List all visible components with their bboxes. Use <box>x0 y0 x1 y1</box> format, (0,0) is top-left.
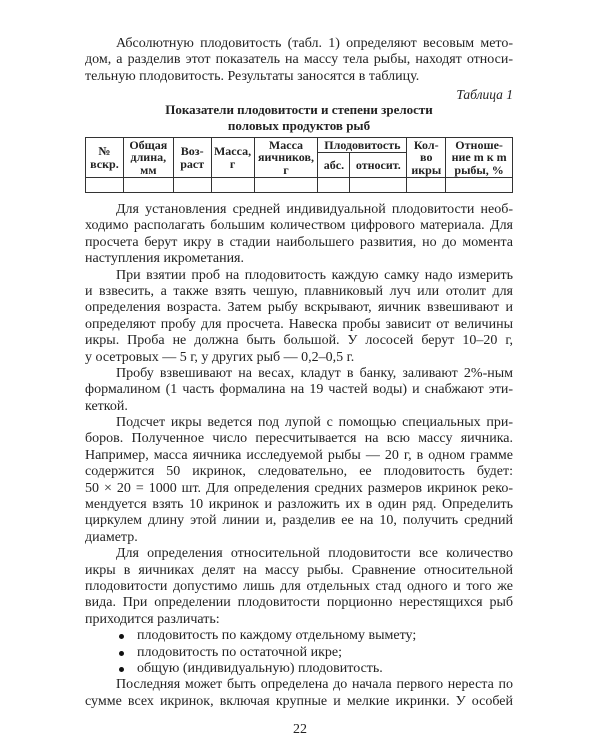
body-text <box>85 202 513 710</box>
text-line: ходимо располагать большим количеством цифрового материала. Для <box>85 218 513 234</box>
table-row <box>86 178 513 193</box>
bullet-icon <box>119 667 124 672</box>
header-mass: Масса, г <box>211 138 254 178</box>
text-line: просчета берут икру в стадии наибольшего развития, но до момента <box>85 234 513 250</box>
text-line: 50 × 20 = 1000 шт. Для определения средних размеров икринок реко- <box>85 480 513 496</box>
paragraph <box>85 415 513 546</box>
text-line: Для определения относительной плодовитости все количество <box>116 546 513 562</box>
text-line: кеткой. <box>85 398 128 414</box>
header-fecundity: Плодовитость <box>318 138 407 153</box>
text-line: Для установления средней индивидуальной плодовитости необ- <box>116 202 513 217</box>
text-line: у осетровых — 5 г, у других рыб — 0,2–0,5 г. <box>85 349 355 365</box>
table-cell <box>254 178 318 193</box>
list-item <box>85 645 513 661</box>
text-line: сумме всех икринок, включая крупные и мелкие икринки. У особей <box>85 693 513 709</box>
page-number: 22 <box>293 722 307 737</box>
text-line: приходится различать: <box>85 611 220 627</box>
text-line: боров. Полученное число пересчитывается на всю массу яичника. <box>85 431 513 447</box>
text-line: Последняя может быть определена до начала первого нереста по <box>116 677 513 693</box>
intro-paragraph <box>85 36 513 85</box>
bullet-icon <box>119 634 124 639</box>
table-cell <box>446 178 513 193</box>
header-ratio: Отноше- ние m к m рыбы, % <box>446 138 513 178</box>
bullet-list <box>85 628 513 677</box>
text-line: наступления икрометания. <box>85 251 244 267</box>
paragraph <box>85 268 513 366</box>
text-line: тельную плодовитость. Результаты заносятся в таблицу. <box>85 68 420 84</box>
text-line: дом, а разделив этот показатель на массу тела рыбы, находят относи- <box>85 52 513 68</box>
header-num: № вскр. <box>86 138 124 178</box>
list-item <box>85 661 513 677</box>
table-cell <box>350 178 407 193</box>
list-item-text: общую (индивидуальную) плодовитость. <box>137 660 383 676</box>
text-line: формалином (1 часть формалина на 19 частей воды) и снабжают эти- <box>85 382 513 398</box>
text-line: При взятии проб на плодовитость каждую самку надо измерить <box>116 267 513 283</box>
text-line: вида. При определении плодовитости порционно нерестящихся рыб <box>85 595 513 611</box>
text-line: Подсчет икры ведется под лупой с помощью специальных при- <box>116 415 513 431</box>
table-label: Таблица 1 <box>456 87 513 102</box>
table-cell <box>173 178 211 193</box>
list-item-text: плодовитость по каждому отдельному вымету; <box>137 628 417 644</box>
paragraph <box>85 202 513 268</box>
text-line: определения возраста. Затем рыбу вскрывают, яичник взвешивают и <box>85 300 513 316</box>
header-length: Общая длина, мм <box>123 138 173 178</box>
text-line: содержится 50 икринок, следовательно, ее плодовитость будет: <box>85 464 513 480</box>
bullet-icon <box>119 651 124 656</box>
text-line: Например, масса яичника исследуемой рыбы — 20 г, в одном грамме <box>85 447 513 463</box>
header-age: Воз- раст <box>173 138 211 178</box>
table-title: Показатели плодовитости и степени зрелости половых продуктов рыб <box>165 102 433 133</box>
text-line: определяют пробу для просчета. Навеска пробы зависит от величины <box>85 316 513 332</box>
text-line: мендуется взять 10 икринок и разложить их в один ряд. Определить <box>85 497 513 513</box>
list-item <box>85 628 513 644</box>
text-line: и взвесить, а также взять чешую, плавниковый луч или отолит для <box>85 283 513 299</box>
text-line: диаметр. <box>85 529 138 545</box>
text-line: икры. Проба не должна быть большой. У лососей берут 10–20 г, <box>85 333 513 349</box>
paragraph <box>85 677 513 710</box>
text-line: Пробу взвешивают на весах, кладут в банку, заливают 2%-ным <box>116 365 513 381</box>
table-cell <box>318 178 350 193</box>
table-cell <box>407 178 446 193</box>
header-abs: абс. <box>318 153 350 178</box>
table-cell <box>211 178 254 193</box>
table-cell <box>86 178 124 193</box>
list-item-text: плодовитость по остаточной икре; <box>137 644 342 660</box>
header-eggs: Кол- во икры <box>407 138 446 178</box>
text-line: циркулем длину этой линии и, разделив ее на 10, получить средний <box>85 513 513 529</box>
header-ovary-mass: Масса яичников, г <box>254 138 318 178</box>
fecundity-table <box>85 137 513 193</box>
table-cell <box>123 178 173 193</box>
header-rel: относит. <box>350 153 407 178</box>
text-line: плодовитости допустимо лишь для отдельных стад одного и того же <box>85 578 513 594</box>
text-line: икры в яичниках делят на массу рыбы. Сравнение относительной <box>85 562 513 578</box>
paragraph <box>85 366 513 415</box>
paragraph <box>85 546 513 628</box>
text-line: Абсолютную плодовитость (табл. 1) определяют весовым мето- <box>116 36 513 51</box>
